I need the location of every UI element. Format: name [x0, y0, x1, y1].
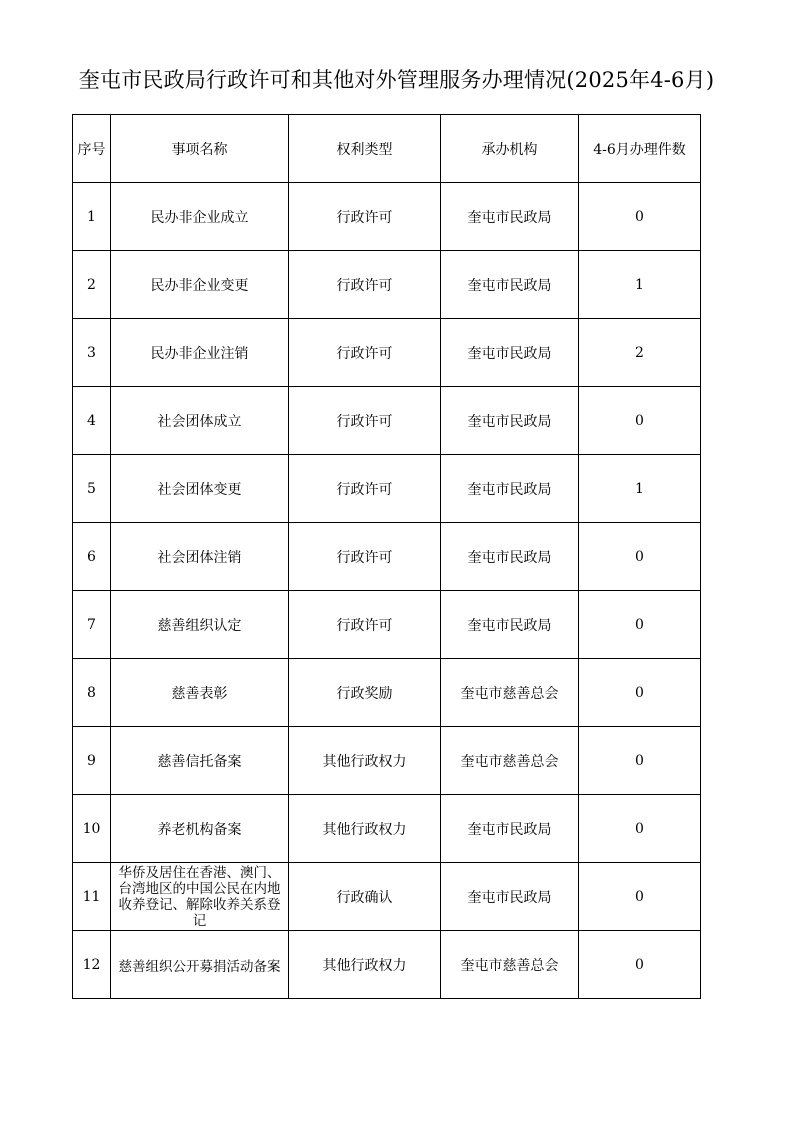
cell-count: 0 [579, 795, 701, 863]
cell-seq: 12 [73, 931, 111, 999]
cell-name: 社会团体变更 [111, 455, 289, 523]
header-org: 承办机构 [441, 115, 579, 183]
cell-seq: 8 [73, 659, 111, 727]
page-title: 奎屯市民政局行政许可和其他对外管理服务办理情况(2025年4-6月) [78, 68, 715, 92]
cell-count: 0 [579, 387, 701, 455]
cell-type: 行政奖励 [289, 659, 441, 727]
table-row [73, 659, 701, 727]
cell-seq: 2 [73, 251, 111, 319]
cell-type: 其他行政权力 [289, 795, 441, 863]
cell-type: 行政许可 [289, 523, 441, 591]
cell-type: 行政许可 [289, 455, 441, 523]
cell-count: 0 [579, 183, 701, 251]
table-row [73, 931, 701, 999]
cell-org: 奎屯市民政局 [441, 795, 579, 863]
table-row [73, 251, 701, 319]
cell-org: 奎屯市慈善总会 [441, 727, 579, 795]
cell-name: 民办非企业注销 [111, 319, 289, 387]
cell-name: 慈善表彰 [111, 659, 289, 727]
cell-count: 0 [579, 727, 701, 795]
cell-seq: 4 [73, 387, 111, 455]
cell-seq: 7 [73, 591, 111, 659]
cell-org: 奎屯市慈善总会 [441, 659, 579, 727]
cell-count: 0 [579, 863, 701, 931]
cell-org: 奎屯市民政局 [441, 251, 579, 319]
cell-type: 行政确认 [289, 863, 441, 931]
cell-name: 民办非企业成立 [111, 183, 289, 251]
cell-name: 社会团体注销 [111, 523, 289, 591]
cell-org: 奎屯市民政局 [441, 319, 579, 387]
table-row [73, 183, 701, 251]
cell-name: 民办非企业变更 [111, 251, 289, 319]
cell-count: 0 [579, 523, 701, 591]
cell-seq: 9 [73, 727, 111, 795]
table-row [73, 727, 701, 795]
cell-type: 行政许可 [289, 183, 441, 251]
cell-name: 慈善组织公开募捐活动备案 [111, 931, 289, 999]
cell-name: 慈善组织认定 [111, 591, 289, 659]
cell-type: 行政许可 [289, 251, 441, 319]
cell-name: 华侨及居住在香港、澳门、台湾地区的中国公民在内地收养登记、解除收养关系登记 [111, 863, 289, 931]
cell-seq: 3 [73, 319, 111, 387]
table-row [73, 591, 701, 659]
cell-name: 养老机构备案 [111, 795, 289, 863]
cell-type: 其他行政权力 [289, 931, 441, 999]
cell-org: 奎屯市民政局 [441, 387, 579, 455]
cell-seq: 11 [73, 863, 111, 931]
table-row [73, 863, 701, 931]
cell-name: 慈善信托备案 [111, 727, 289, 795]
header-type: 权利类型 [289, 115, 441, 183]
cell-org: 奎屯市民政局 [441, 591, 579, 659]
table-header-row [73, 115, 701, 183]
cell-seq: 6 [73, 523, 111, 591]
header-seq: 序号 [73, 115, 111, 183]
cell-type: 行政许可 [289, 591, 441, 659]
cell-org: 奎屯市慈善总会 [441, 931, 579, 999]
table-row [73, 455, 701, 523]
table-row [73, 795, 701, 863]
cell-count: 2 [579, 319, 701, 387]
cell-org: 奎屯市民政局 [441, 863, 579, 931]
services-table [72, 114, 701, 999]
table-row [73, 387, 701, 455]
cell-type: 行政许可 [289, 319, 441, 387]
table-row [73, 319, 701, 387]
cell-seq: 5 [73, 455, 111, 523]
cell-org: 奎屯市民政局 [441, 183, 579, 251]
cell-type: 其他行政权力 [289, 727, 441, 795]
table-row [73, 523, 701, 591]
cell-org: 奎屯市民政局 [441, 455, 579, 523]
cell-name: 社会团体成立 [111, 387, 289, 455]
cell-org: 奎屯市民政局 [441, 523, 579, 591]
cell-seq: 10 [73, 795, 111, 863]
cell-seq: 1 [73, 183, 111, 251]
header-name: 事项名称 [111, 115, 289, 183]
cell-count: 1 [579, 251, 701, 319]
cell-count: 0 [579, 931, 701, 999]
cell-count: 1 [579, 455, 701, 523]
cell-type: 行政许可 [289, 387, 441, 455]
header-count: 4-6月办理件数 [579, 115, 701, 183]
cell-count: 0 [579, 591, 701, 659]
cell-count: 0 [579, 659, 701, 727]
